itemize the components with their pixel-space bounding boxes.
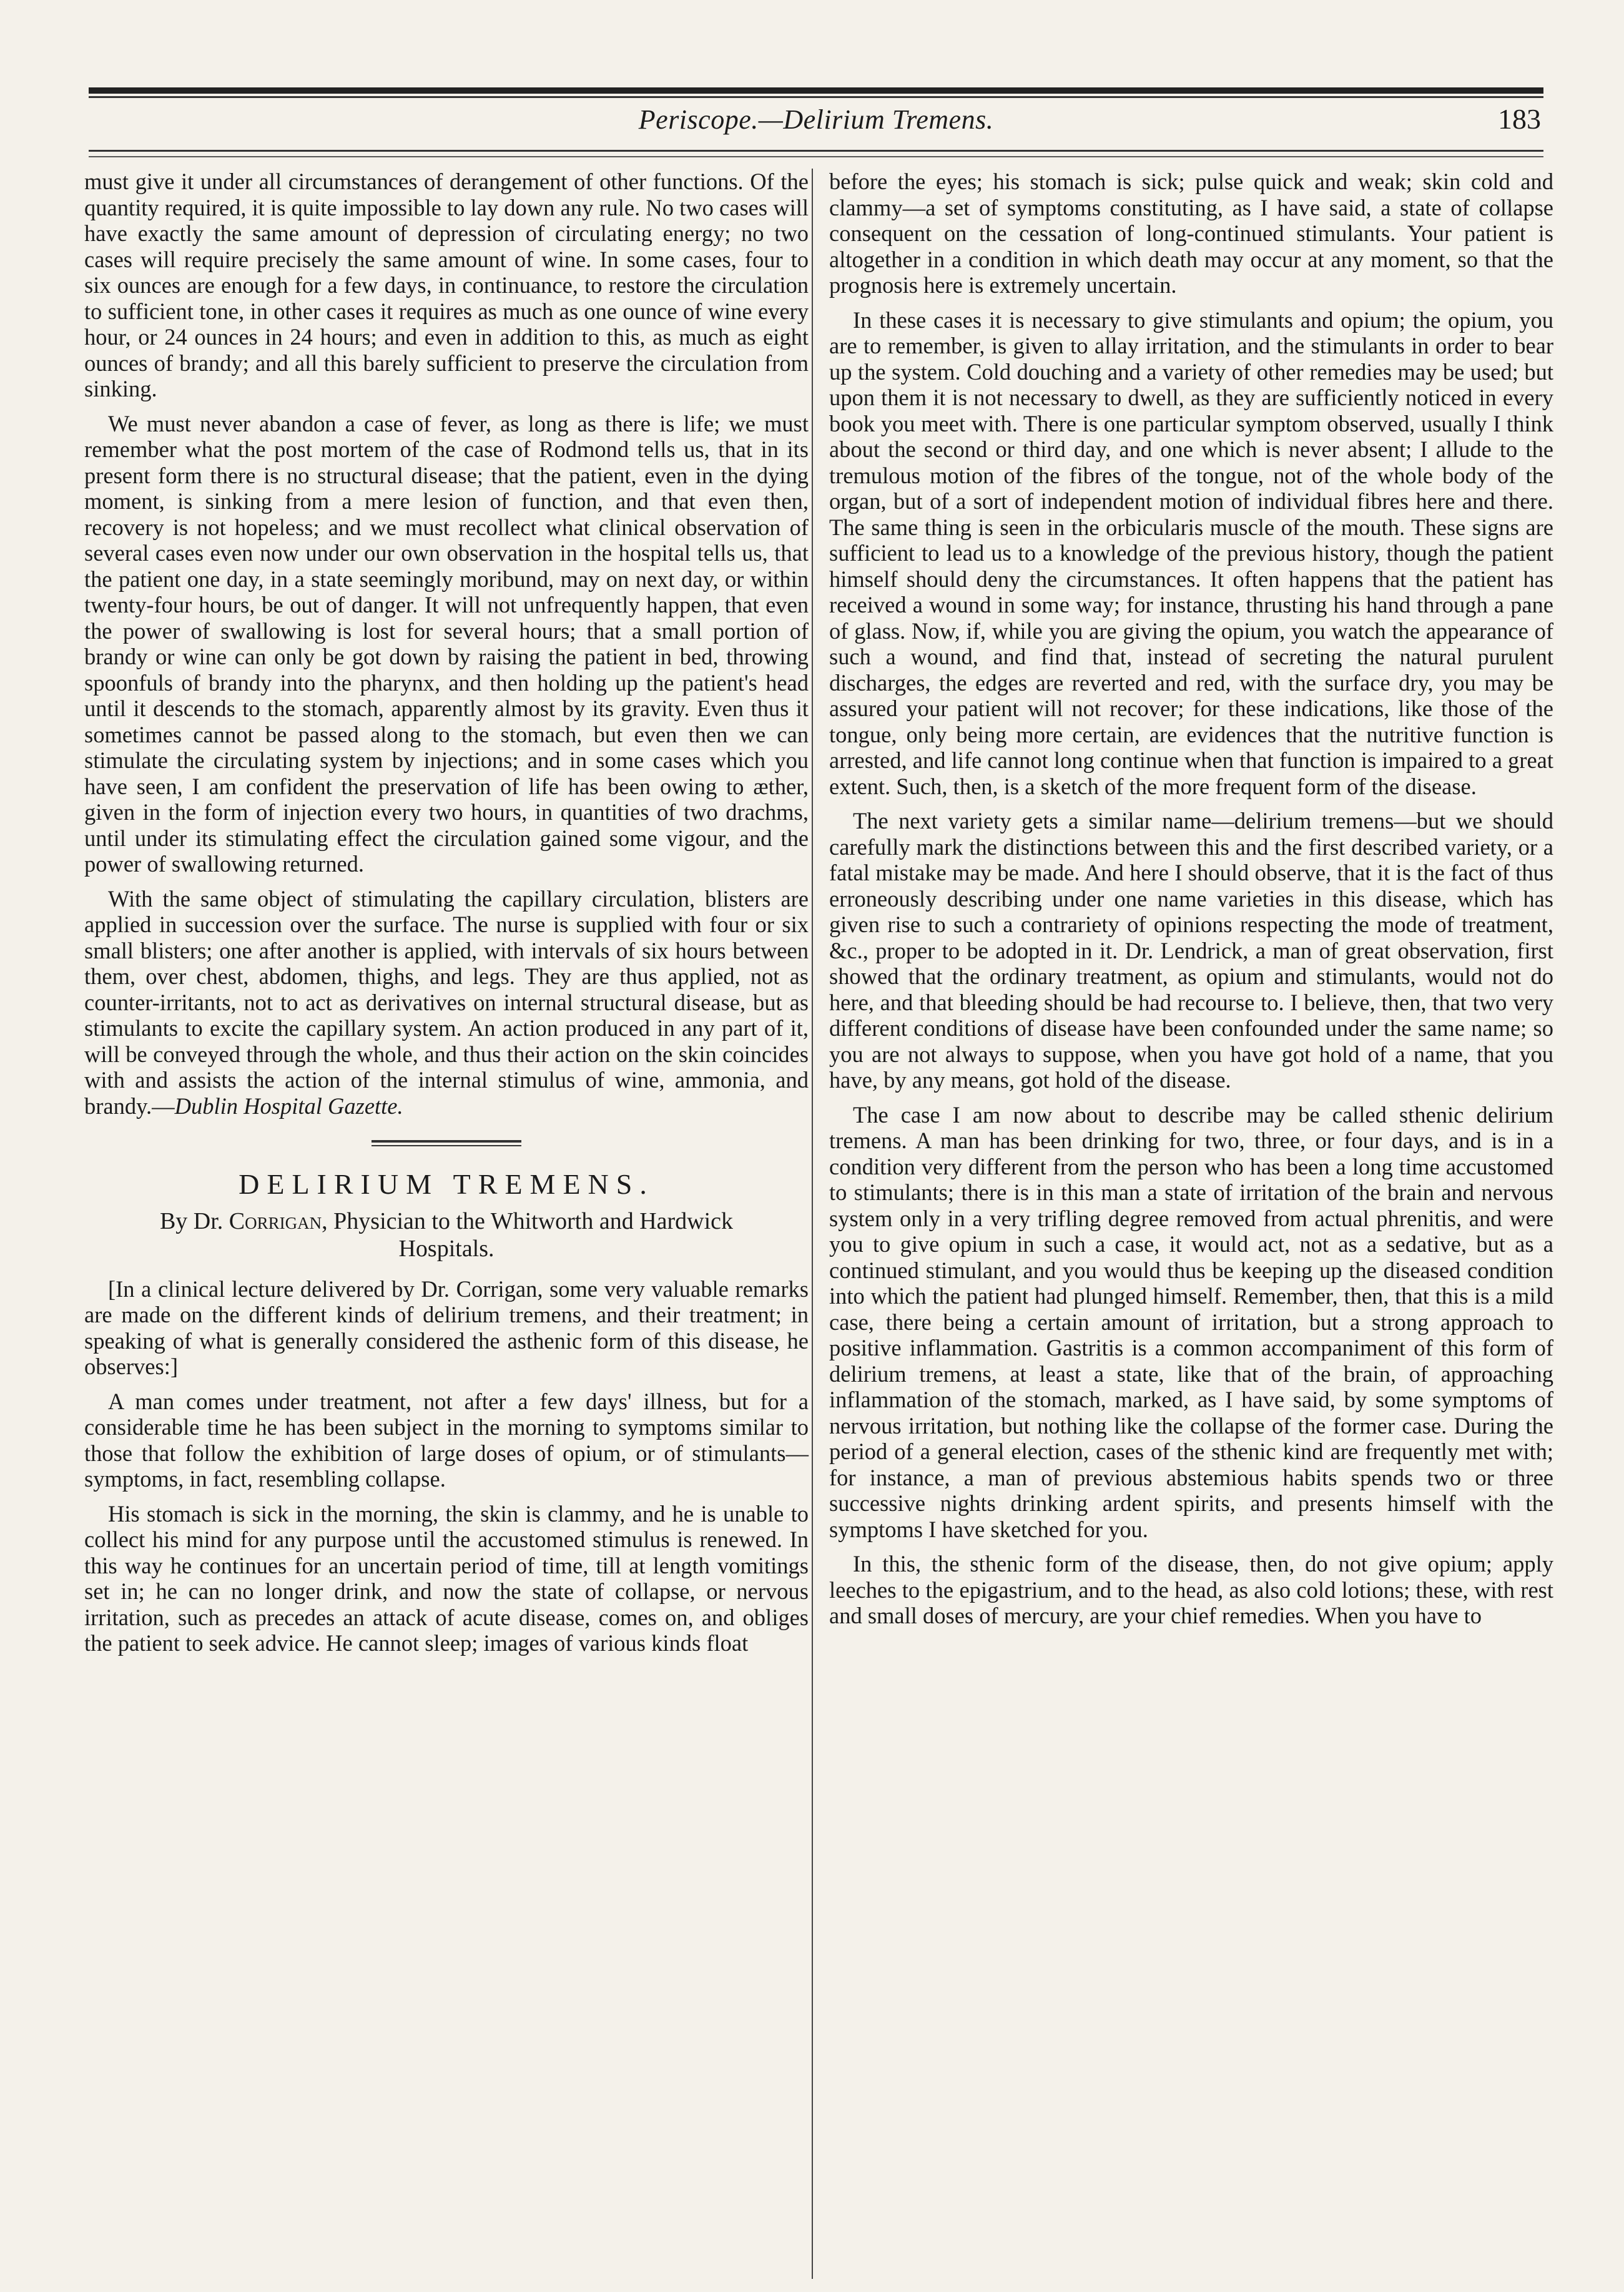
article-title: DELIRIUM TREMENS. [239, 1168, 654, 1200]
author-name: Corrigan [229, 1207, 322, 1234]
byline [122, 1207, 771, 1262]
source-citation: Dublin Hospital Gazette. [174, 1093, 403, 1119]
paragraph: The case I am now about to describe may be called sthenic delirium tremens. A man has been drinking for two, three, or four days, and is in a condition very different from the person who has been a long time accustomed to stimulants; there is in this man a state of irritation of the brain and nervous system only in a very trifling degree removed from actual phrenitis, and were you to give opium in such a case, it would act, not as a sedative, but as a continued stimulant, and you would thus be keeping up the diseased condition into which the patient had plunged himself. Remember, then, that this is a mild case, there being a certain amount of irritation, but a strong approach to positive inflammation. Gastritis is a common accompaniment of this form of delirium tremens, at least a state, like that of the brain, of approaching inflammation of the stomach, marked, as I have said, by some symptoms of nervous irritation, but nothing like the collapse of the former case. During the period of a general election, cases of the sthenic kind are frequently met with; for instance, a man of previous abstemious habits spends two or three successive nights drinking ardent spirits, and presents himself with the symptoms I have sketched for you. [829, 1101, 1553, 1542]
header-rule [89, 150, 1543, 152]
paragraph: We must never abandon a case of fever, as long as there is life; we must remember what the post mortem of the case of Rodmond tells us, that in its present form there is no structural disease; that the patient, even in the dying moment, is sinking from a mere lesion of function, and that even then, recovery is not hopeless; and we must recollect what clinical observation of several cases even now under our own observation in the hospital tells us, that the patient one day, in a state seemingly moribund, may on next day, or within twenty-four hours, be out of danger. It will not unfrequently happen, that even the power of swallowing is lost for several hours; that a small portion of brandy or wine can only be got down by raising the patient in bed, throwing spoonfuls of brandy into the pharynx, and then holding up the patient's head until it descends to the stomach, apparently almost by its gravity. Even thus it sometimes cannot be passed along to the stomach, but even then we can stimulate the circulating system by injections; and in some cases which you have seen, I am confident the preservation of life has been owing to æther, given in the form of injection every two hours, in quantities of two drachms, until under its stimulating effect the circulation gained some vigour, and the power of swallowing returned. [84, 410, 809, 877]
right-column [829, 169, 1553, 1638]
paragraph [84, 886, 809, 1119]
section-divider-rule [372, 1140, 521, 1143]
paragraph-text: With the same object of stimulating the capillary circulation, blisters are applied in succession over the surface. The nurse is supplied with four or six small blisters; one after another is applied, with intervals of six hours between them, over chest, abdomen, thighs, and legs. They are thus applied, not as counter-irritants, not to act as derivatives on internal structural disease, but as stimulants to excite the capillary system. An action produced in any part of it, will be conveyed through the whole, and thus their action on the skin coincides with and assists the action of the internal stimulus of wine, ammonia, and brandy.— [84, 885, 809, 1119]
byline-prefix: By Dr. [159, 1207, 224, 1234]
paragraph: His stomach is sick in the morning, the skin is clammy, and he is unable to collect his mind for any purpose until the accustomed stimulus is renewed. In this way he continues for an uncertain period of time, till at length vomitings set in; he can no longer drink, and now the state of collapse, or nervous irritation, such as precedes an attack of acute disease, comes on, and obliges the patient to seek advice. He cannot sleep; images of various kinds float [84, 1500, 809, 1656]
section-divider-rule-thin [372, 1145, 521, 1146]
top-border-rule-thin [89, 96, 1543, 98]
paragraph: before the eyes; his stomach is sick; pulse quick and weak; skin cold and clammy—a set of symptoms constituting, as I have said, a state of collapse consequent on the cessation of long-continued stimulants. Your patient is altogether in a condition in which death may occur at any moment, so that the prognosis here is extremely uncertain. [829, 169, 1553, 298]
editorial-note: [In a clinical lecture delivered by Dr. Corrigan, some very valuable remarks are made on the different kinds of delirium tremens, and their treatment; in speaking of what is generally considered the asthenic form of this disease, he observes:] [84, 1276, 809, 1379]
page-number: 183 [1498, 103, 1541, 135]
paragraph: In these cases it is necessary to give stimulants and opium; the opium, you are to remember, is given to allay irritation, and the stimulants in order to bear up the system. Cold douching and a variety of other remedies may be used; but upon them it is not necessary to dwell, as they are sufficiently noticed in every book you meet with. There is one particular symptom observed, usually I think about the second or third day, and one which is never absent; I allude to the tremulous motion of the fibres of the tongue, not of the whole body of the organ, but of a sort of independent motion of individual fibres here and there. The same thing is seen in the orbicularis muscle of the mouth. These signs are sufficient to lead us to a knowledge of the previous history, though the patient himself should deny the circumstances. It often happens that the patient has received a wound in some way; for instance, thrusting his hand through a pane of glass. Now, if, while you are giving the opium, you watch the appearance of such a wound, and find that, instead of secreting the natural purulent discharges, the edges are reverted and red, with the surface dry, you may be assured your patient will not recover; for these indications, like those of the tongue, only being more certain, are evidences that the nutritive function is arrested, and life cannot long continue when that function is impaired to a great extent. Such, then, is a sketch of the more frequent form of the disease. [829, 307, 1553, 799]
header-rule-thin [89, 156, 1543, 157]
paragraph: A man comes under treatment, not after a few days' illness, but for a considerable time he has been subject in the morning to symptoms similar to those that follow the exhibition of large doses of opium, or of stimulants—symptoms, in fact, resembling collapse. [84, 1388, 809, 1492]
byline-suffix: , Physician to the Whitworth and Hardwick Hospitals. [322, 1207, 734, 1262]
top-border-rule [89, 87, 1543, 94]
paragraph: must give it under all circumstances of derangement of other functions. Of the quantity required, it is quite impossible to lay down any rule. No two cases will have exactly the same amount of depression of circulating energy; no two cases will require precisely the same amount of wine. In some cases, four to six ounces are enough for a few days, in continuance, to restore the circulation to sufficient tone, in other cases it requires as much as one ounce of wine every hour, or 24 ounces in 24 hours; and even in addition to this, as much as eight ounces of brandy; and all this barely sufficient to preserve the circulation from sinking. [84, 169, 809, 401]
column-divider [812, 169, 813, 2279]
left-column [84, 169, 809, 1665]
paragraph: The next variety gets a similar name—delirium tremens—but we should carefully mark the distinctions between this and the first described variety, or a fatal mistake may be made. And here I should observe, that it is the fact of thus erroneously describing under one name varieties in this disease, which has given rise to such a contrariety of opinions respecting the mode of treatment, &c., proper to be adopted in it. Dr. Lendrick, a man of great observation, first showed that the ordinary treatment, as opium and stimulants, would not do here, and that bleeding should be had recourse to. I believe, then, that two very different conditions of disease have been confounded under the same name; so you are not always to suppose, when you have got hold of a name, that you have, by any means, got hold of the disease. [829, 808, 1553, 1093]
running-head [89, 100, 1543, 144]
running-title: Periscope.—Delirium Tremens. [638, 104, 994, 135]
paragraph: In this, the sthenic form of the disease, then, do not give opium; apply leeches to the epigastrium, and to the head, as also cold lotions; these, with rest and small doses of mercury, are your chief remedies. When you have to [829, 1551, 1553, 1628]
